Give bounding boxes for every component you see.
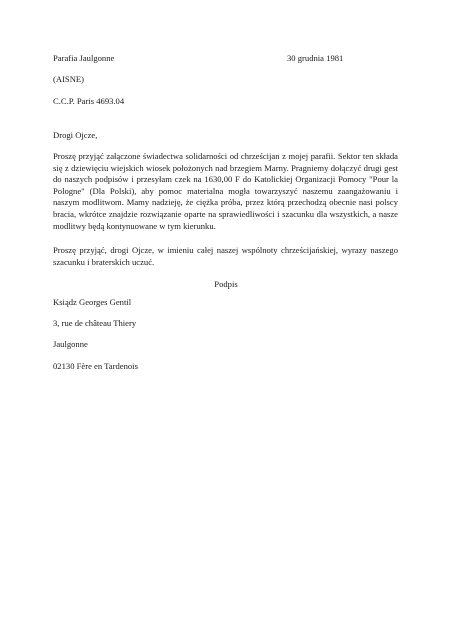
address-postal: 02130 Fère en Tardenois <box>53 361 138 371</box>
letter-date: 30 grudnia 1981 <box>287 53 344 63</box>
body-paragraph-2: Proszę przyjąć, drogi Ojcze, w imieniu całej naszej wspólnoty chrześcijańskiej, wyrazy naszego szacunku i braterskich uczuć. <box>53 245 398 267</box>
address-street: 3, rue de château Thiery <box>53 318 137 328</box>
sender-parish: Parafia Jaulgonne <box>53 53 115 63</box>
signature-label: Podpis <box>214 279 238 289</box>
ccp-account: C.C.P. Paris 4693.04 <box>53 96 125 106</box>
salutation: Drogi Ojcze, <box>53 130 98 140</box>
signer-name: Ksiądz Georges Gentil <box>53 297 132 307</box>
address-town: Jaulgonne <box>53 339 88 349</box>
body-paragraph-1: Proszę przyjąć załączone świadectwa solidarności od chrześcijan z mojej parafii. Sektor ten składa się z dziewięciu wiejskich wiosek położonych nad brzegiem Marny. Pragniemy dołączyć drugi gest do naszych podpisów i przesyłam czek na 1630,00 F do Katolickiej Organizacji Pomocy "Pour la Pologne" (Dla Polski), aby pomoc materialna mogła towarzyszyć naszemu zaangażowaniu i naszym modlitwom. Mamy nadzieję, że ciężka próba, przez którą przechodzą obecnie nasi polscy bracia, wkrótce znajdzie rozwiązanie oparte na sprawiedliwości i szacunku dla wszystkich, a nasze modlitwy będą kontynuowane w tym kierunku. <box>53 151 398 231</box>
region: (AISNE) <box>53 74 85 84</box>
